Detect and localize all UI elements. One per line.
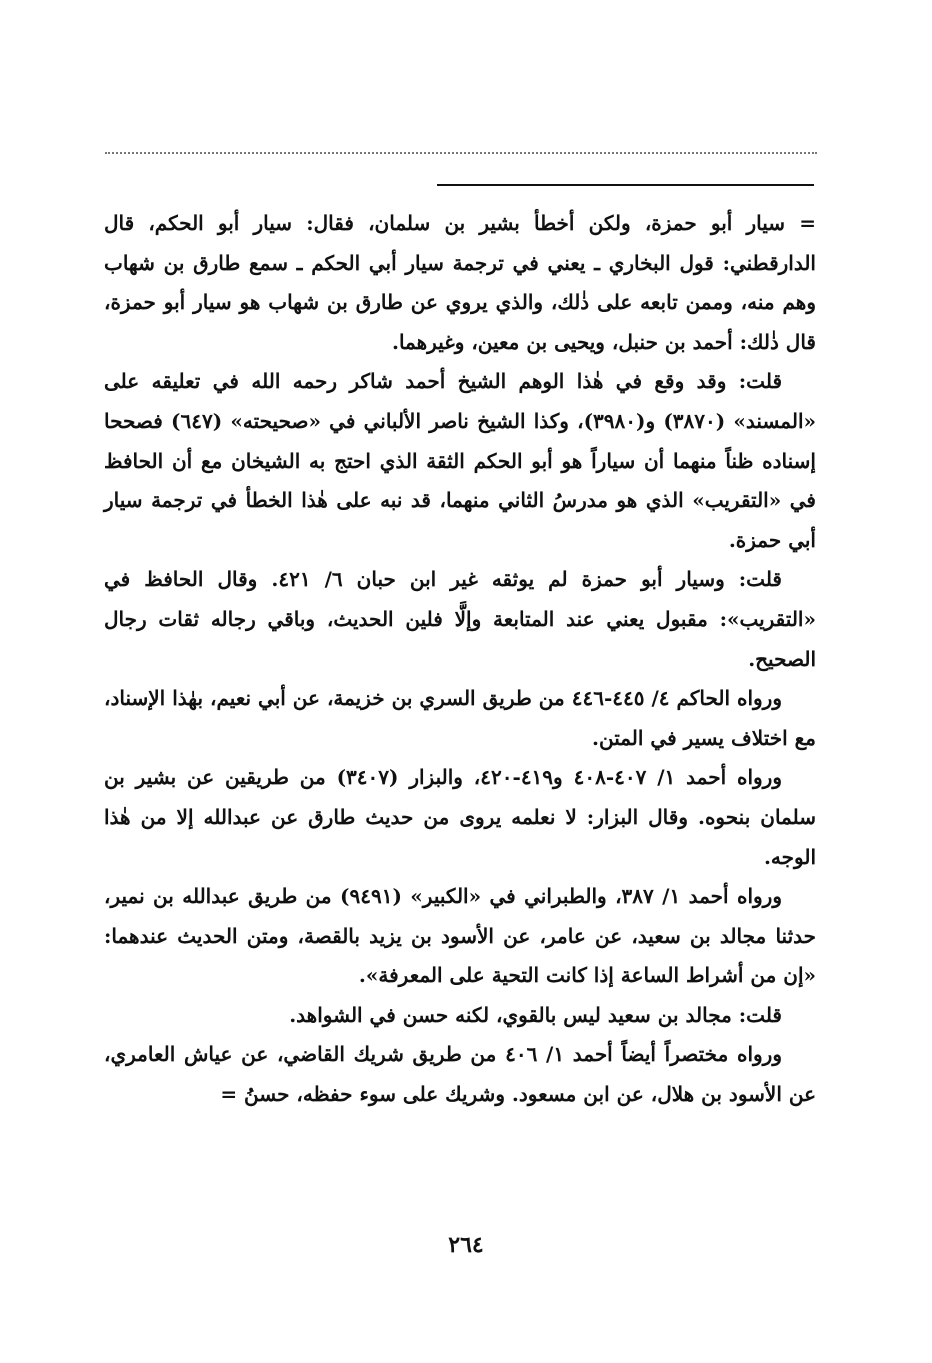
footnote-paragraph-6: ورواه أحمد ١/ ٣٨٧، والطبراني في «الكبير» (٩٤٩١) من طريق عبدالله بن نمير، حدثنا مجالد بن سعيد، عن عامر، عن الأسود بن يزيد بالقصة، ومتن الحديث عندهما: «إن من أشراط الساعة إذا كانت التحية على المعرفة». <box>104 884 816 988</box>
page-number: ٢٦٤ <box>448 1232 484 1258</box>
footnote-block <box>104 204 816 1115</box>
footnote-paragraph-3: قلت: وسيار أبو حمزة لم يوثقه غير ابن حبان ٦/ ٤٢١. وقال الحافظ في «التقريب»: مقبول يعني عند المتابعة وإلَّا فلين الحديث، وباقي رجاله ثقات رجال الصحيح. <box>104 567 816 671</box>
footnote-paragraph-5: ورواه أحمد ١/ ٤٠٧-٤٠٨ و٤١٩-٤٢٠، والبزار (٣٤٠٧) من طريقين عن بشير بن سلمان بنحوه. وقال البزار: لا نعلمه يروى من حديث طارق عن عبدالله إلا من هٰذا الوجه. <box>104 765 816 869</box>
footnote-paragraph-2: قلت: وقد وقع في هٰذا الوهم الشيخ أحمد شاكر رحمه الله في تعليقه على «المسند» (٣٨٧٠) و(٣٩٨٠)، وكذا الشيخ ناصر الألباني في «صحيحته» (٦٤٧) فصححا إسناده ظناً منهما أن سياراً هو أبو الحكم الثقة الذي احتج به الشيخان مع أن الحافظ في «التقريب» الذي هو مدرسُ الثاني منهما، قد نبه على هٰذا الخطأ في ترجمة سيار أبي حمزة. <box>104 369 817 552</box>
footnote-paragraph-4: ورواه الحاكم ٤/ ٤٤٥-٤٤٦ من طريق السري بن خزيمة، عن أبي نعيم، بهٰذا الإسناد، مع اختلاف يسير في المتن. <box>104 686 816 750</box>
footnote-paragraph-7: قلت: مجالد بن سعيد ليس بالقوي، لكنه حسن في الشواهد. <box>289 1002 782 1027</box>
footnote-paragraph-8: ورواه مختصراً أيضاً أحمد ١/ ٤٠٦ من طريق شريك القاضي، عن عياش العامري، عن الأسود بن هلال، عن ابن مسعود. وشريك على سوء حفظه، حسنُ = <box>104 1042 816 1107</box>
header-dotted-rule <box>105 152 817 154</box>
footnote-separator-rule <box>437 184 814 186</box>
footnote-paragraph-1: = سيار أبو حمزة، ولكن أخطأ بشير بن سلمان، فقال: سيار أبو الحكم، قال الدارقطني: قول البخاري ـ يعني في ترجمة سيار أبي الحكم ـ سمع طارق بن شهاب وهم منه، وممن تابعه على ذٰلك، والذي يروي عن طارق بن شهاب هو سيار أبو حمزة، قال ذٰلك: أحمد بن حنبل، ويحيى بن معين، وغيرهما. <box>104 211 816 354</box>
